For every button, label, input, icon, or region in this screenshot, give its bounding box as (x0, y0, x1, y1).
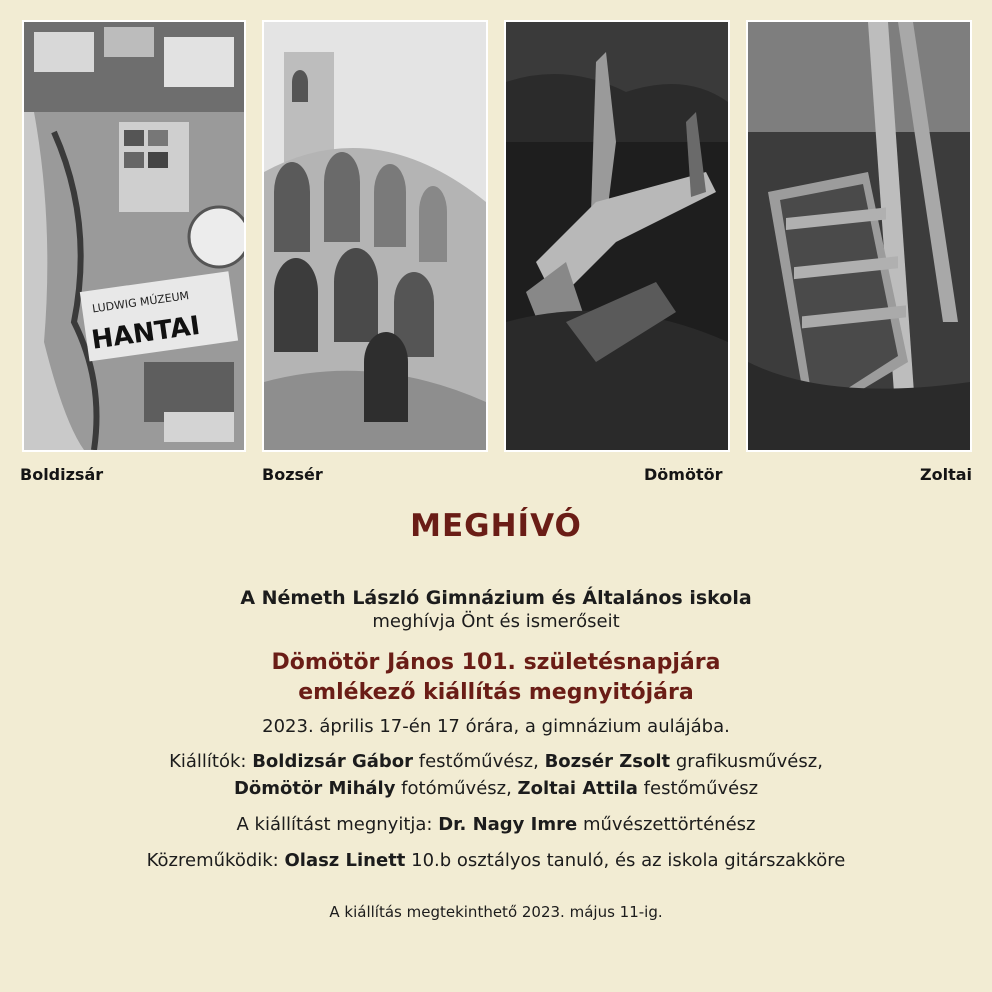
artwork-zoltai (746, 20, 972, 452)
opener-prefix: A kiállítást megnyitja: (236, 814, 439, 835)
exhibitor-role-2: grafikusművész, (670, 751, 823, 772)
opener-role: művészettörténész (577, 814, 756, 835)
exhibitors-line-1 (0, 748, 992, 775)
exhibitor-name-2: Bozsér Zsolt (544, 751, 671, 772)
museum-text: LUDWIG MÚZEUM (91, 288, 190, 316)
exhibitor-role-1: festőművész, (413, 751, 545, 772)
exhibitors (0, 748, 992, 802)
artwork-bozser (262, 20, 488, 452)
contributor-line (0, 848, 992, 874)
invite-line: meghívja Önt és ismerőseit (372, 611, 620, 632)
artist-label-zoltai: Zoltai (919, 465, 972, 484)
exhibitors-line-2 (0, 775, 992, 802)
contrib-name: Olasz Linett (284, 850, 406, 871)
event-title (0, 648, 992, 708)
invitation-text (0, 506, 992, 922)
event-line-1: Dömötör János 101. születésnapjára (271, 650, 721, 675)
opener-name: Dr. Nagy Imre (438, 814, 578, 835)
exhibitor-name-3: Dömötör Mihály (233, 778, 396, 799)
exhibition-until: A kiállítás megtekinthető 2023. május 11-ig. (329, 903, 663, 921)
artist-label-bozser: Bozsér (262, 465, 323, 484)
artwork-boldizsar (22, 20, 246, 452)
school-name: A Németh László Gimnázium és Általános iskola (240, 587, 752, 609)
artist-label-boldizsar: Boldizsár (20, 465, 104, 484)
exhibitor-name-1: Boldizsár Gábor (252, 751, 414, 772)
exhibitors-prefix: Kiállítók: (169, 751, 253, 772)
artist-label-domotor: Dömötör (644, 465, 723, 484)
exhibitor-role-4: festőművész (637, 778, 759, 799)
page-title: MEGHÍVÓ (410, 508, 582, 544)
event-date: 2023. április 17-én 17 órára, a gimnázium aulájába. (262, 716, 730, 737)
contrib-prefix: Közreműködik: (146, 850, 285, 871)
contrib-rest: 10.b osztályos tanuló, és az iskola gitárszakköre (405, 850, 846, 871)
exhibitor-role-3: fotóművész, (395, 778, 518, 799)
opener-line (0, 812, 992, 838)
event-line-2: emlékező kiállítás megnyitójára (298, 680, 694, 705)
hantai-text: HANTAI (89, 310, 202, 356)
exhibitor-name-4: Zoltai Attila (517, 778, 638, 799)
artwork-domotor (504, 20, 730, 452)
